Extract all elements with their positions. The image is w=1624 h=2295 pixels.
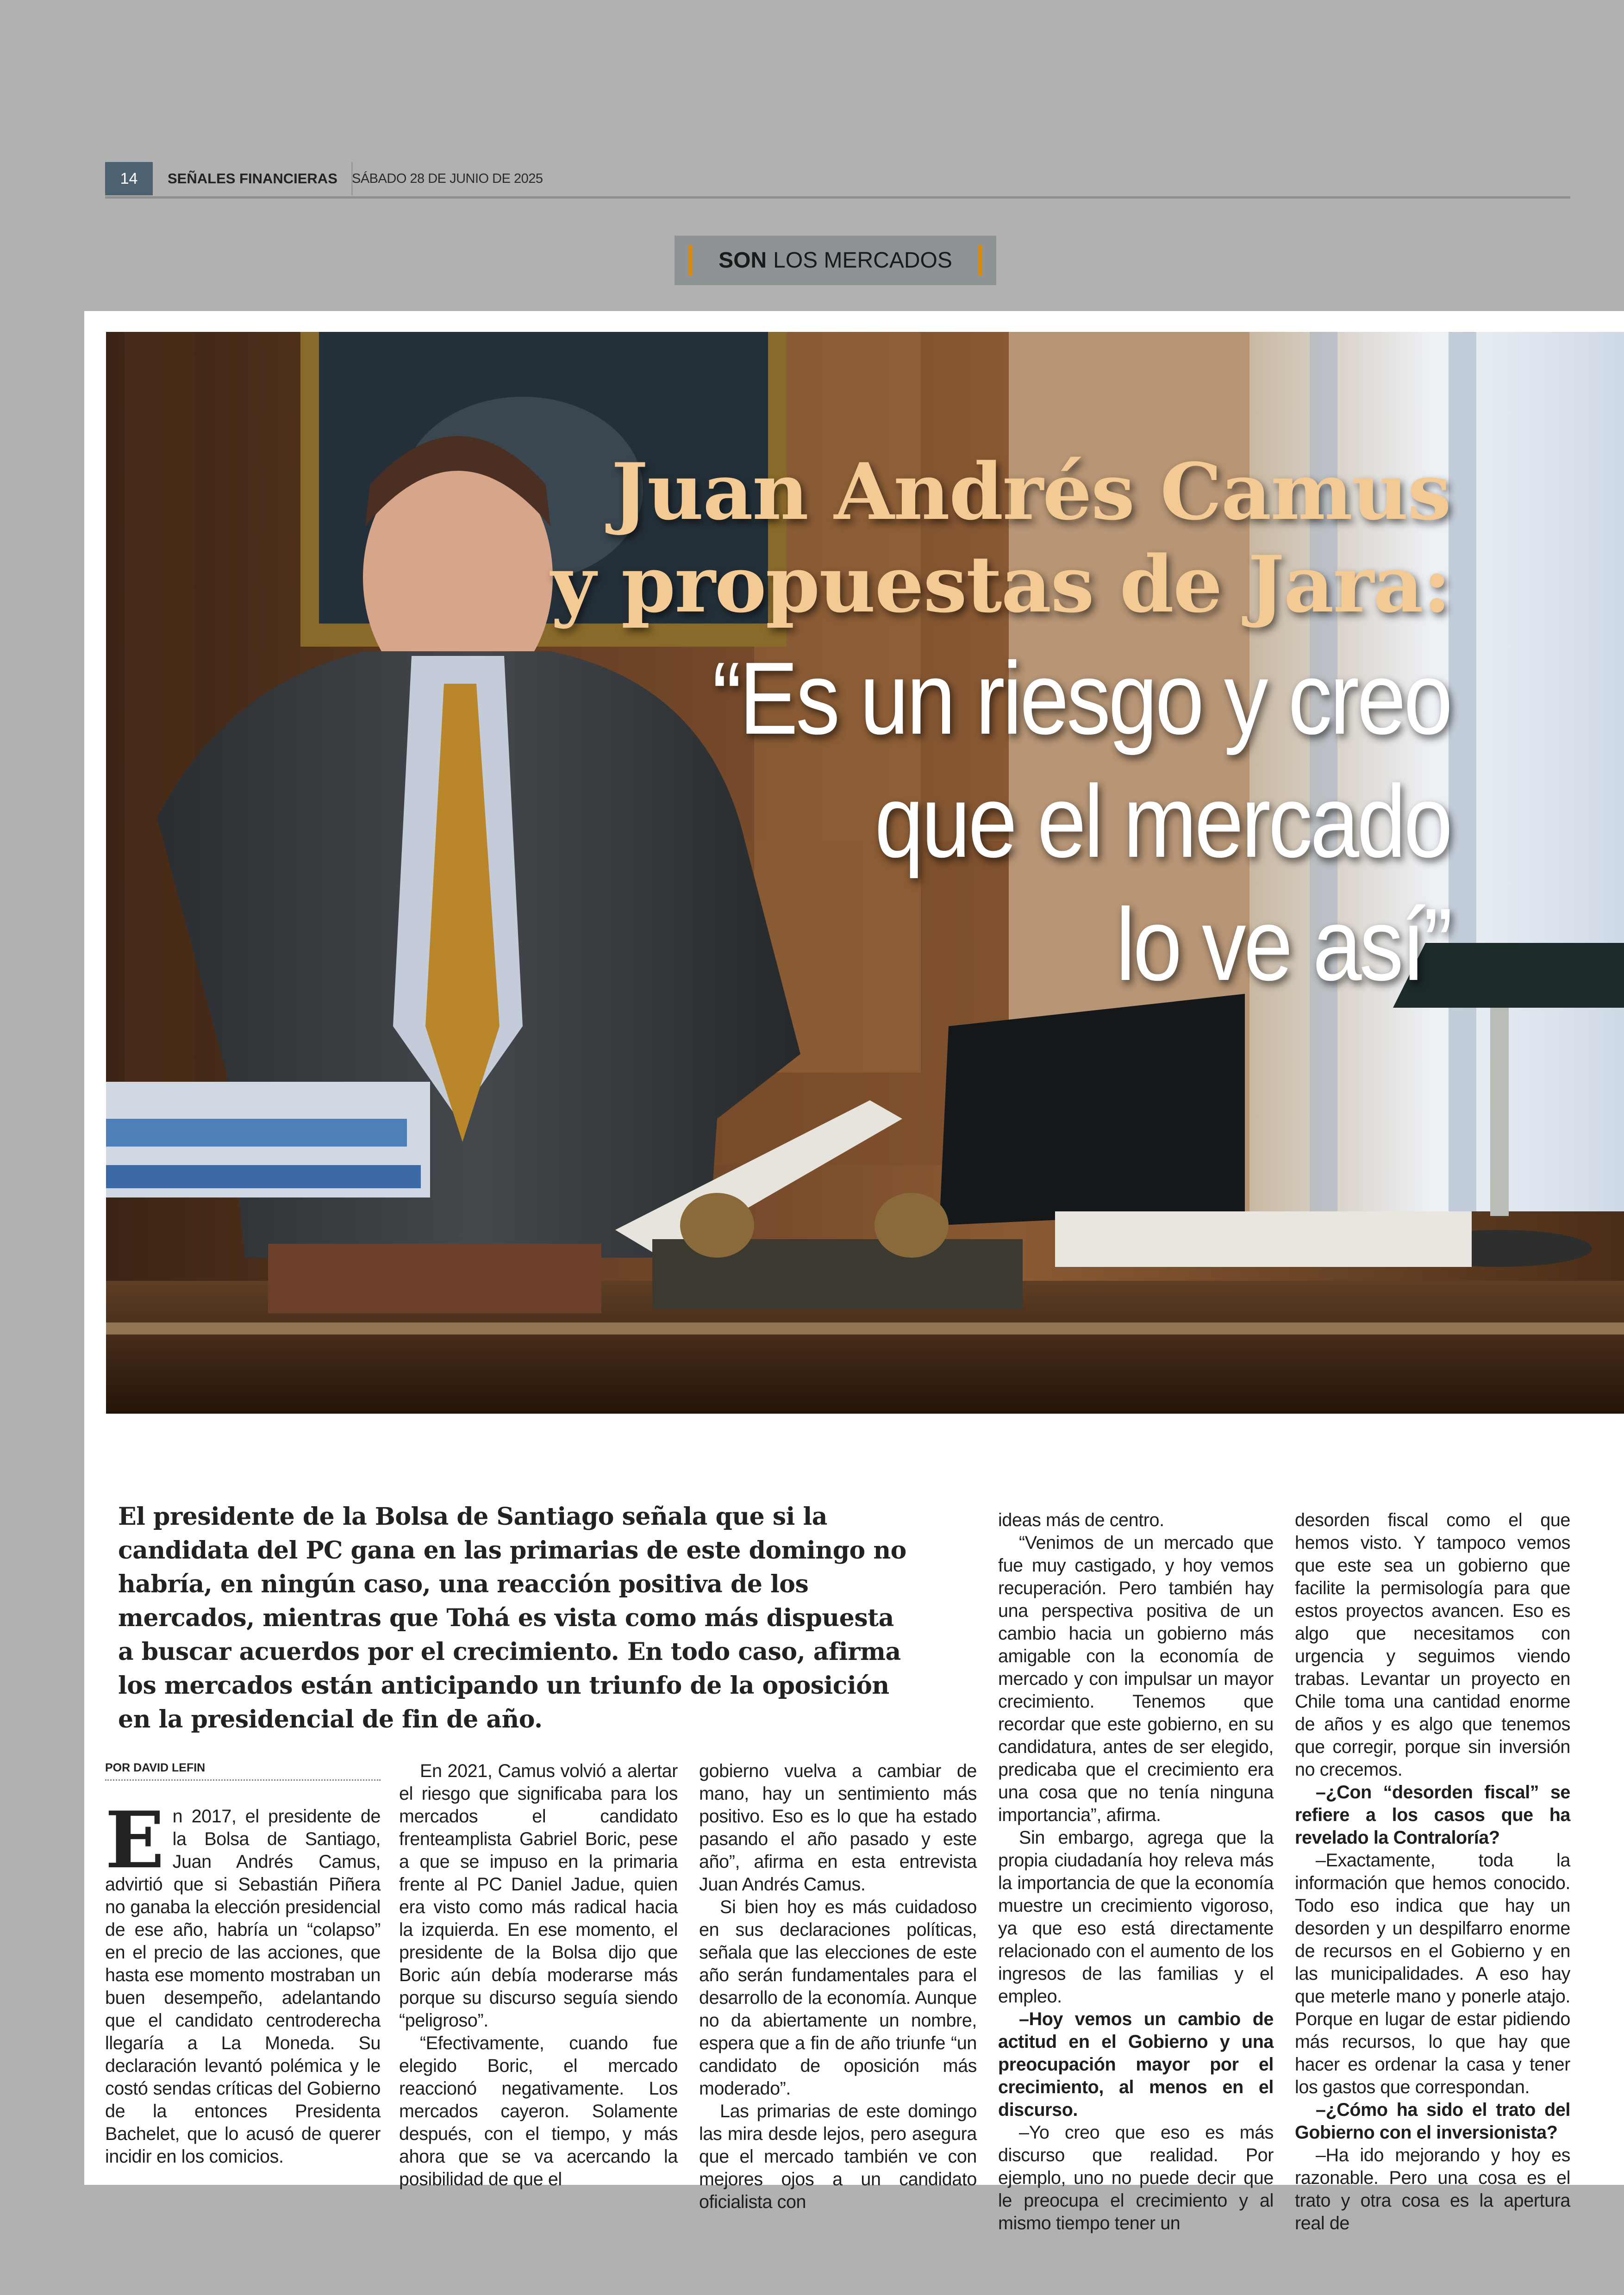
headline — [432, 445, 1450, 1000]
section-name: SEÑALES FINANCIERAS — [168, 162, 353, 195]
paragraph: Las primarias de este domingo las mira desde lejos, pero asegura que el mercado también ve con mejores ojos a un candidato oficialista con — [699, 2101, 977, 2212]
paragraph — [105, 1794, 381, 2168]
paragraph: –Exactamente, toda la información que hemos conocido. Todo eso indica que hay un desorden y un despilfarro enorme de recursos en el Gobierno y en las municipalidades. A eso hay que meterle mano y ponerle atajo. Porque en lugar de estar pidiendo más recursos, lo que hay que hacer es ordenar la casa y tener los gastos que correspondan. — [1295, 1850, 1570, 2097]
body-column-3 — [699, 1760, 977, 2214]
section-tag — [675, 236, 996, 285]
body-column-1 — [105, 1794, 381, 2168]
headline-quote-line-1: “Es un riesgo y creo — [712, 641, 1450, 756]
section-tag-regular: LOS MERCADOS — [773, 248, 952, 273]
paragraph: –Yo creo que eso es más discurso que realidad. Por ejemplo, uno no puede decir que le preocupa el crecimiento y al mismo tiempo tener un — [998, 2122, 1274, 2233]
body-column-5 — [1295, 1509, 1570, 2235]
interview-question: –¿Cómo ha sido el trato del Gobierno con el inversionista? — [1295, 2100, 1570, 2143]
interview-question: –¿Con “desorden fiscal” se refiere a los casos que ha revelado la Contraloría? — [1295, 1782, 1570, 1848]
section-tag-bold: SON — [718, 248, 767, 273]
body-column-2 — [399, 1760, 678, 2191]
paragraph: ideas más de centro. — [998, 1510, 1164, 1530]
headline-line-1: Juan Andrés Camus — [611, 446, 1450, 537]
running-header — [105, 162, 1570, 199]
paragraph-text: n 2017, el presidente de la Bolsa de Santiago, Juan Andrés Camus, advirtió que si Sebastián Piñera no ganaba la elección presidencial de ese año, habría un “colapso” en el precio de las acciones, que hasta ese momento mostraban un buen desempeño, adelantando que el candidato centroderecha llegaría a La Moneda. Su declaración levantó polémica y le costó sendas críticas del Gobierno de la entonces Presidenta Bachelet, que lo acusó de querer incidir en los comicios. — [105, 1806, 381, 2167]
page-number: 14 — [105, 162, 153, 195]
paragraph: “Venimos de un mercado que fue muy castigado, y hoy vemos recuperación. Pero también hay una perspectiva positiva de un cambio hacia un gobierno más amigable con la economía de mercado y con impulsar un mayor crecimiento. Tenemos que recordar que este gobierno, en su candidatura, antes de ser elegido, predicaba que el crecimiento era una cosa que no tenía ninguna importancia”, afirma. — [998, 1533, 1274, 1825]
drop-cap: E — [105, 1794, 164, 1886]
paragraph: Si bien hoy es más cuidadoso en sus declaraciones políticas, señala que las elecciones de este año serán fundamentales para el desarrollo de la economía. Aunque no da abiertamente un nombre, espera que a fin de año triunfe “un candidato de oposición más moderado”. — [699, 1897, 977, 2099]
body-column-4 — [998, 1509, 1274, 2235]
headline-line-2: y propuestas de Jara: — [550, 538, 1450, 630]
paragraph: desorden fiscal como el que hemos visto. Y tampoco vemos que este sea un gobierno que facilite la permisología para que estos proyectos avancen. Eso es algo que necesitamos con urgencia y seguimos viendo trabas. Levantar un proyecto en Chile toma una cantidad enorme de años y es algo que tenemos que corregir, porque sin inversión no crecemos. — [1295, 1510, 1570, 1780]
paragraph: En 2021, Camus volvió a alertar el riesgo que significaba para los mercados el candidato frenteamplista Gabriel Boric, pese a que se impuso en la primaria frente al PC Daniel Jadue, quien era visto como más radical hacia la izquierda. En ese momento, el presidente de la Bolsa dijo que Boric aún debía moderarse más porque su discurso seguía siendo “peligroso”. — [399, 1761, 678, 2031]
article-lead: El presidente de la Bolsa de Santiago señala que si la candidata del PC gana en las primarias de este domingo no habría, en ningún caso, una reacción positiva de los mercados, mientras que Tohá es vista como más dispuesta a buscar acuerdos por el crecimiento. En todo caso, afirma los mercados están anticipando un triunfo de la oposición en la presidencial de fin de año. — [118, 1503, 906, 1734]
headline-quote-line-2: que el mercado — [874, 764, 1450, 879]
interview-question: –Hoy vemos un cambio de actitud en el Gobierno y una preocupación mayor por el crecimiento, al menos en el discurso. — [998, 2009, 1274, 2120]
headline-quote-line-3: lo ve así” — [1116, 887, 1450, 1002]
section-tag-text — [675, 236, 996, 285]
byline: POR DAVID LEFIN — [105, 1761, 381, 1781]
paragraph: Sin embargo, agrega que la propia ciudadanía hoy releva más la importancia de que la economía muestre un crecimiento vigoroso, ya que eso está directamente relacionado con el aumento de los ingresos de las familias y el empleo. — [998, 1827, 1274, 2007]
paragraph: –Ha ido mejorando y hoy es razonable. Pero una cosa es el trato y otra cosa es la apertura real de — [1295, 2145, 1570, 2233]
issue-date: SÁBADO 28 DE JUNIO DE 2025 — [352, 171, 543, 186]
hero-photo — [106, 332, 1624, 1414]
paragraph: gobierno vuelva a cambiar de mano, hay un sentimiento más positivo. Eso es lo que ha estado pasando el año pasado y este año”, afirma en esta entrevista Juan Andrés Camus. — [699, 1761, 977, 1895]
paragraph: “Efectivamente, cuando fue elegido Boric, el mercado reaccionó negativamente. Los mercados cayeron. Solamente después, con el tiempo, y más ahora que se va acercando la posibilidad de que el — [399, 2033, 678, 2189]
